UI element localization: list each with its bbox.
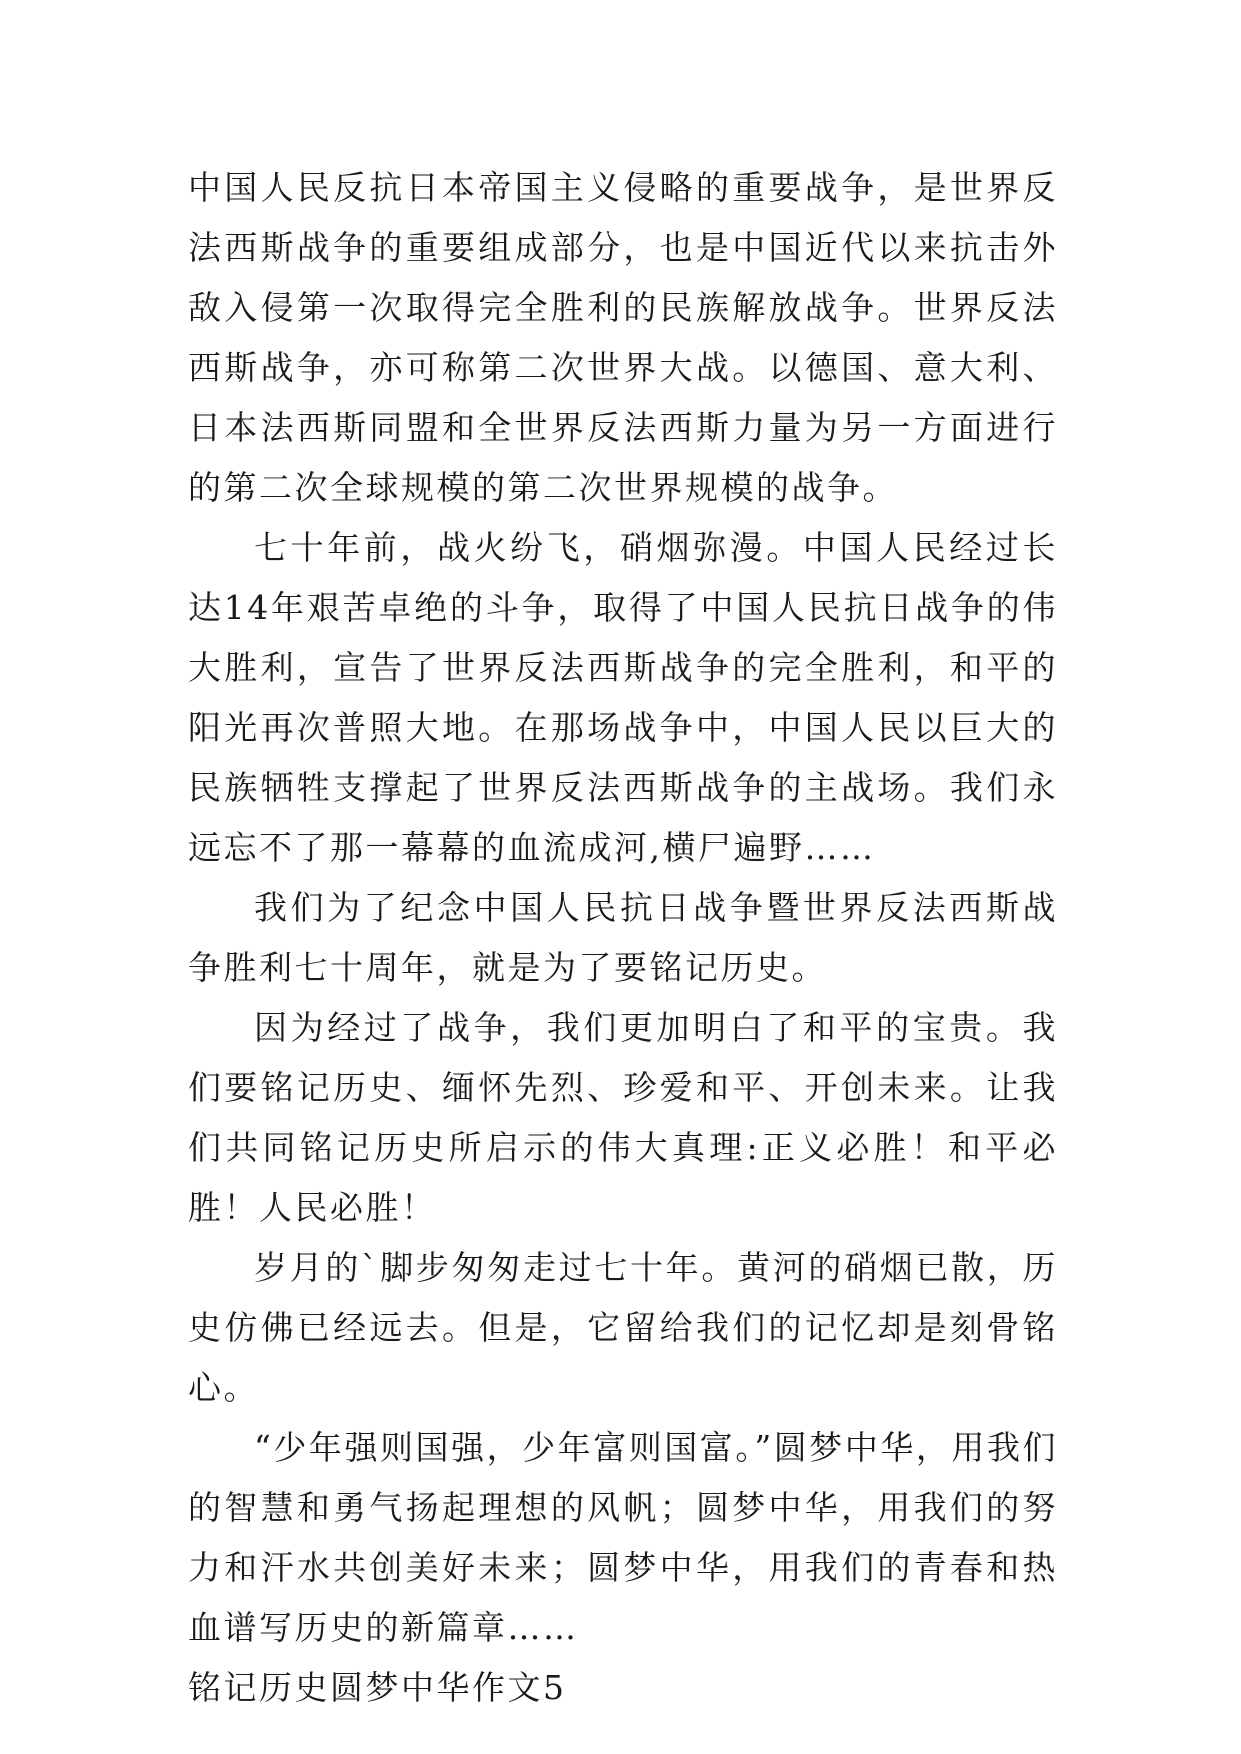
section-heading: 铭记历史圆梦中华作文5 bbox=[188, 1668, 567, 1707]
paragraph-5: 岁月的`脚步匆匆走过七十年。黄河的硝烟已散，历史仿佛已经远去。但是，它留给我们的记忆却是刻骨铭心。 bbox=[188, 1248, 1058, 1407]
paragraph-2: 七十年前，战火纷飞，硝烟弥漫。中国人民经过长达14年艰苦卓绝的斗争，取得了中国人民抗日战争的伟大胜利，宣告了世界反法西斯战争的完全胜利，和平的阳光再次普照大地。在那场战争中，中国人民以巨大的民族牺牲支撑起了世界反法西斯战争的主战场。我们永远忘不了那一幕幕的血流成河,横尸遍野…… bbox=[188, 528, 1058, 867]
paragraph-3: 我们为了纪念中国人民抗日战争暨世界反法西斯战争胜利七十周年，就是为了要铭记历史。 bbox=[188, 888, 1058, 987]
document-body bbox=[188, 158, 1058, 1718]
paragraph-4: 因为经过了战争，我们更加明白了和平的宝贵。我们要铭记历史、缅怀先烈、珍爱和平、开创未来。让我们共同铭记历史所启示的伟大真理:正义必胜！和平必胜！人民必胜！ bbox=[188, 1008, 1058, 1227]
paragraph-1: 中国人民反抗日本帝国主义侵略的重要战争，是世界反法西斯战争的重要组成部分，也是中国近代以来抗击外敌入侵第一次取得完全胜利的民族解放战争。世界反法西斯战争，亦可称第二次世界大战。以德国、意大利、日本法西斯同盟和全世界反法西斯力量为另一方面进行的第二次全球规模的第二次世界规模的战争。 bbox=[188, 168, 1058, 507]
paragraph-6: “少年强则国强，少年富则国富。”圆梦中华，用我们的智慧和勇气扬起理想的风帆；圆梦中华，用我们的努力和汗水共创美好未来；圆梦中华，用我们的青春和热血谱写历史的新篇章…… bbox=[188, 1428, 1058, 1647]
